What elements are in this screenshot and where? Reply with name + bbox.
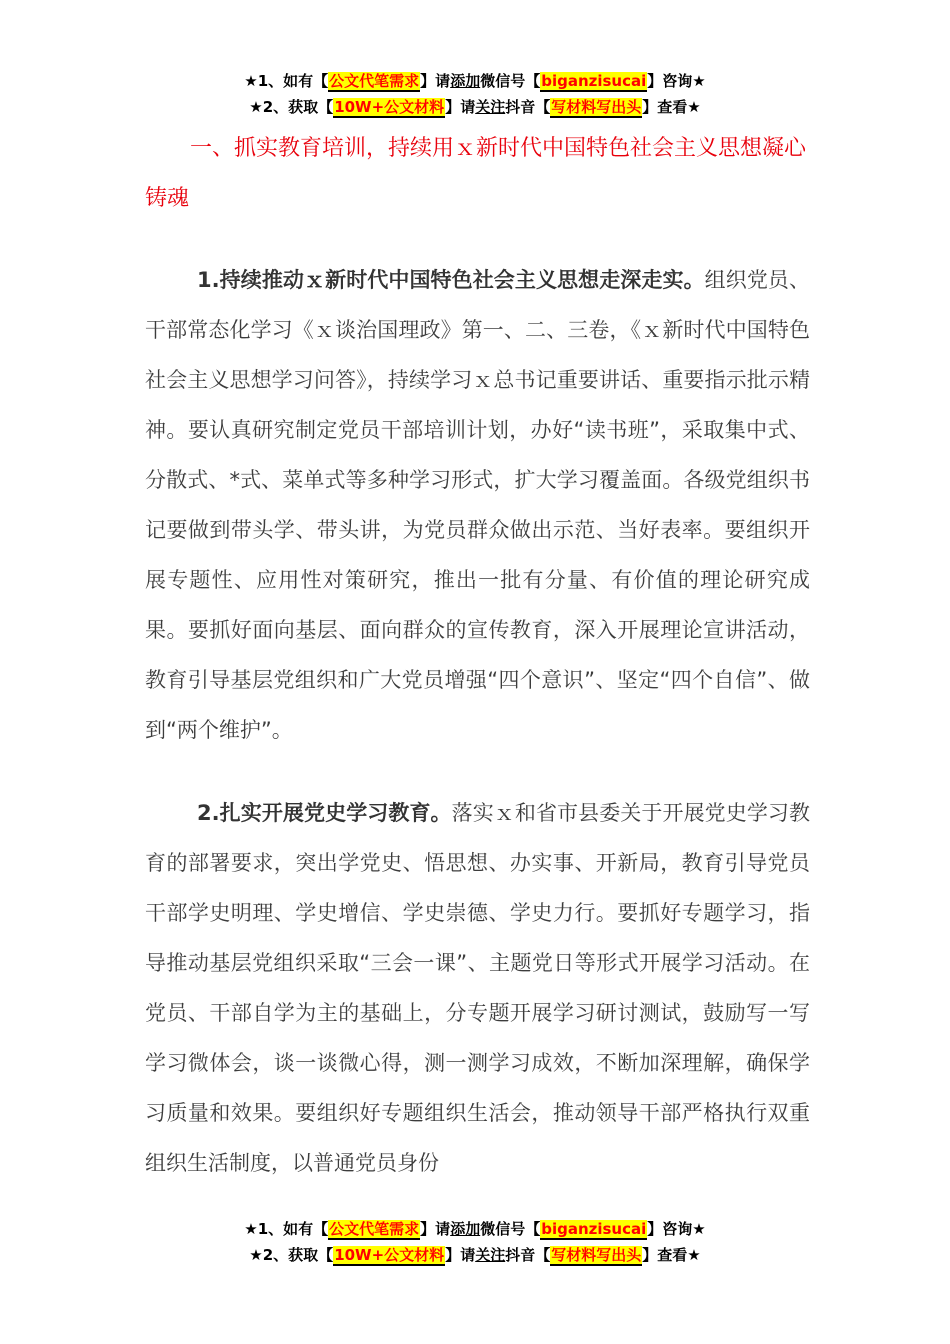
banner-underlined: 关注	[475, 98, 506, 116]
banner-text: 】查看★	[642, 1246, 701, 1264]
banner-text: 】咨询★	[647, 72, 706, 90]
banner-underlined: 关注	[475, 1246, 506, 1264]
banner-text: 抖音【	[505, 98, 551, 116]
paragraph-body: 落实ｘ和省市县委关于开展党史学习教育的部署要求，突出学党史、悟思想、办实事、开新局，教育引导党员干部学史明理、学史增信、学史崇德、学史力行。要抓好专题学习，指导推动基层党组织采取“三会一课”、主题党日等形式开展学习活动。在党员、干部自学为主的基础上，分专题开展学习研讨测试，鼓励写一写学习微体会，谈一谈微心得，测一测学习成效，不断加深理解，确保学习质量和效果。要组织好专题组织生活会，推动领导干部严格执行双重组织生活制度，以普通党员身份	[145, 801, 810, 1175]
banner-text: 】请	[420, 1220, 451, 1238]
banner-highlight: 写材料写出头	[551, 98, 642, 116]
banner-text: 】请	[445, 98, 476, 116]
banner-text: 】查看★	[642, 98, 701, 116]
banner-text: 微信号【	[480, 72, 541, 90]
banner-line-1	[0, 68, 950, 94]
banner-highlight: 10W+公文材料	[334, 1246, 445, 1264]
banner-underlined: 添加	[450, 1220, 481, 1238]
banner-highlight: biganzisucai	[541, 1220, 647, 1238]
banner-text: 】请	[420, 72, 451, 90]
banner-text: 微信号【	[480, 1220, 541, 1238]
section-heading: 一、抓实教育培训，持续用ｘ新时代中国特色社会主义思想凝心铸魂	[145, 136, 807, 211]
paragraph-lead: 1.持续推动ｘ新时代中国特色社会主义思想走深走实。	[197, 268, 705, 292]
banner-text: ★2、获取【	[249, 98, 334, 116]
banner-underlined: 添加	[450, 72, 481, 90]
banner-text: ★2、获取【	[249, 1246, 334, 1264]
paragraph-body: 组织党员、干部常态化学习《ｘ谈治国理政》第一、二、三卷，《ｘ新时代中国特色社会主义思想学习问答》，持续学习ｘ总书记重要讲话、重要指示批示精神。要认真研究制定党员干部培训计划，办好“读书班”，采取集中式、分散式、*式、菜单式等多种学习形式，扩大学习覆盖面。各级党组织书记要做到带头学、带头讲，为党员群众做出示范、当好表率。要组织开展专题性、应用性对策研究，推出一批有分量、有价值的理论研究成果。要抓好面向基层、面向群众的宣传教育，深入开展理论宣讲活动，教育引导基层党组织和广大党员增强“四个意识”、坚定“四个自信”、做到“两个维护”。	[145, 268, 810, 742]
banner-line-2	[0, 1242, 950, 1268]
banner-line-2	[0, 94, 950, 120]
banner-text: 】咨询★	[647, 1220, 706, 1238]
banner-highlight: 写材料写出头	[551, 1246, 642, 1264]
banner-text: 】请	[445, 1246, 476, 1264]
banner-highlight: biganzisucai	[541, 72, 647, 90]
bottom-banner	[0, 1216, 950, 1268]
paragraph-1	[145, 255, 810, 755]
banner-line-1	[0, 1216, 950, 1242]
paragraph-2	[145, 788, 810, 1188]
banner-highlight: 公文代笔需求	[329, 1220, 420, 1238]
banner-text: ★1、如有【	[244, 1220, 329, 1238]
banner-highlight: 10W+公文材料	[334, 98, 445, 116]
top-banner	[0, 68, 950, 120]
banner-text: ★1、如有【	[244, 72, 329, 90]
banner-text: 抖音【	[505, 1246, 551, 1264]
paragraph-lead: 2.扎实开展党史学习教育。	[197, 801, 452, 825]
banner-highlight: 公文代笔需求	[329, 72, 420, 90]
